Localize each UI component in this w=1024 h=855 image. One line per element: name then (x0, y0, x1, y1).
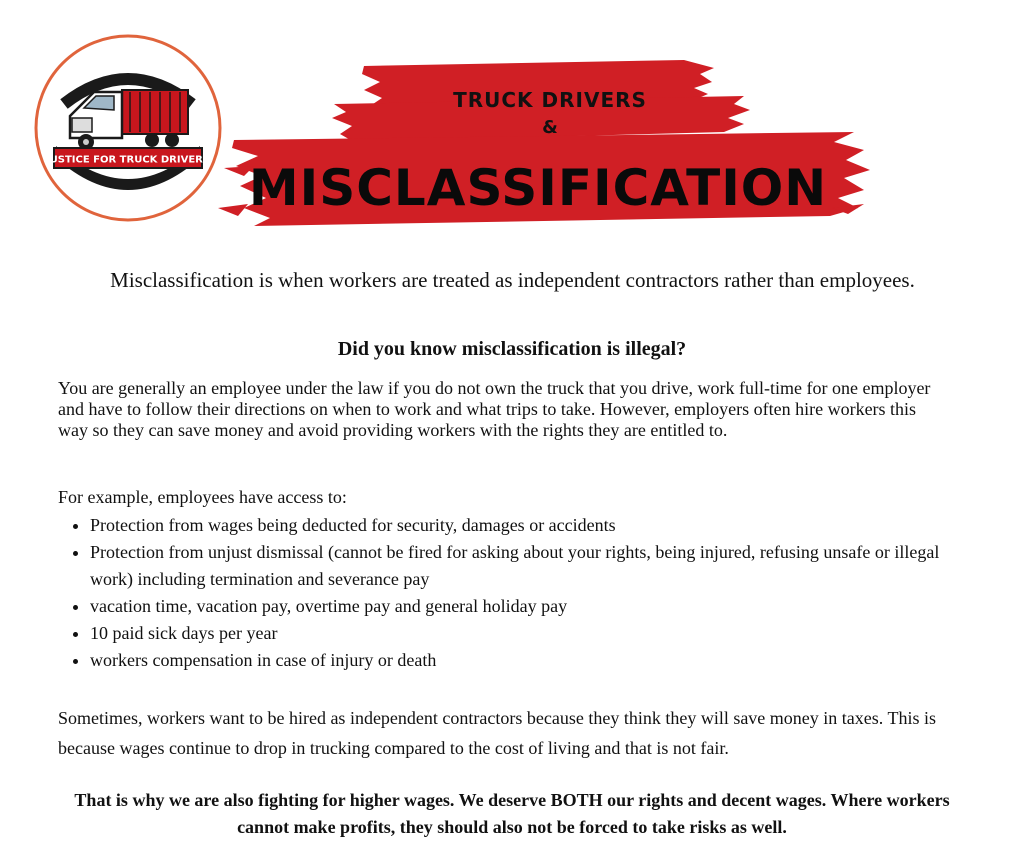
list-item: • Protection from unjust dismissal (cannot be fired for asking about your rights, being injured, refusing unsafe or illegal work) including termination and severance pay (90, 539, 980, 593)
intro-text: Misclassification is when workers are treated as independent contractors rather than employees. (110, 268, 915, 292)
example-intro: For example, employees have access to: (58, 487, 347, 507)
list-item: • 10 paid sick days per year (90, 620, 980, 647)
list-item: • workers compensation in case of injury or death (90, 647, 980, 674)
justice-for-truck-drivers-logo (34, 34, 222, 222)
question-heading: Did you know misclassification is illegal? (337, 338, 687, 360)
list-item: • Protection from wages being deducted for security, damages or accidents (90, 512, 980, 539)
closing-statement: That is why we are also fighting for higher wages. We deserve BOTH our rights and decent wages. Where workers cannot make profits, they should also not be forced to take risks as well. (74, 790, 950, 837)
page-title: MISCLASSIFICATION (248, 159, 828, 217)
logo-text: JUSTICE FOR TRUCK DRIVERS (45, 154, 211, 166)
rights-list (58, 512, 980, 674)
banner-ampersand: & (542, 117, 558, 138)
paragraph-contractors: Sometimes, workers want to be hired as independent contractors because they think they will save money in taxes. This is because wages continue to drop in trucking compared to the cost of living and that is not fair. (58, 708, 936, 758)
banner-subtitle: TRUCK DRIVERS (453, 88, 647, 112)
list-item: • vacation time, vacation pay, overtime pay and general holiday pay (90, 593, 980, 620)
paragraph-employee-definition: You are generally an employee under the law if you do not own the truck that you drive, work full-time for one employer and have to follow their directions on when to work and what trips to take. However, employers often hire workers this way so they can save money and avoid providing workers with the rights they are entitled to. (58, 378, 931, 440)
